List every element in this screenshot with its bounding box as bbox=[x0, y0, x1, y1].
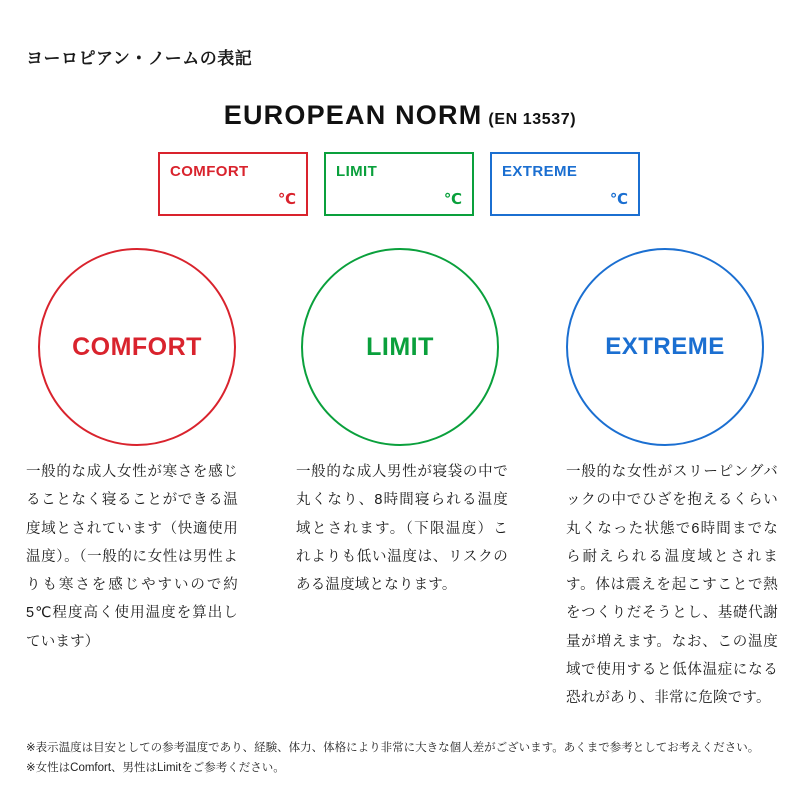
legend-label-comfort: COMFORT bbox=[170, 163, 249, 180]
legend-row bbox=[158, 152, 644, 218]
legend-box-comfort bbox=[158, 152, 308, 216]
page-title-main: EUROPEAN NORM bbox=[223, 100, 483, 130]
page-heading-japanese: ヨーロピアン・ノームの表記 bbox=[26, 49, 253, 68]
footnote-1: ※表示温度は目安としての参考温度であり、経験、体力、体格により非常に大きな個人差がございます。あくまで参考としてお考えください。 bbox=[26, 741, 760, 754]
circle-label-comfort: COMFORT bbox=[72, 332, 202, 361]
legend-box-limit bbox=[324, 152, 474, 216]
circle-label-limit: LIMIT bbox=[366, 332, 434, 361]
legend-label-limit: LIMIT bbox=[336, 163, 378, 180]
legend-unit-comfort: ℃ bbox=[277, 191, 296, 208]
circle-label-extreme: EXTREME bbox=[605, 333, 725, 360]
page-title-standard-code: (EN 13537) bbox=[488, 111, 577, 128]
description-extreme: 一般的な女性がスリーピングバックの中でひざを抱えるくらい丸くなった状態で6時間までなら耐えられる温度域とされます。体は震えを起こすことで熱をつくりだそうとし、基礎代謝量が増えます。なお、この温度域で使用すると低体温症になる恐れがあり、非常に危険です。 bbox=[566, 464, 778, 707]
description-comfort: 一般的な成人女性が寒さを感じることなく寝ることができる温度域とされています（快適使用温度）。（一般的に女性は男性よりも寒さを感じやすいので約5℃程度高く使用温度を算出しています） bbox=[26, 464, 238, 650]
circle-comfort bbox=[38, 248, 236, 446]
legend-box-extreme bbox=[490, 152, 640, 216]
description-limit: 一般的な成人男性が寝袋の中で丸くなり、8時間寝られる温度域とされます。（下限温度）これよりも低い温度は、リスクのある温度域となります。 bbox=[296, 464, 508, 594]
circle-row bbox=[0, 248, 800, 450]
legend-unit-limit: ℃ bbox=[443, 191, 462, 208]
footnote-2: ※女性はComfort、男性はLimitをご参考ください。 bbox=[26, 761, 285, 774]
circle-extreme bbox=[566, 248, 764, 446]
legend-label-extreme: EXTREME bbox=[502, 163, 578, 180]
page-title bbox=[0, 100, 800, 131]
circle-limit bbox=[301, 248, 499, 446]
footnotes bbox=[26, 738, 774, 778]
legend-unit-extreme: ℃ bbox=[609, 191, 628, 208]
description-row bbox=[0, 458, 800, 738]
